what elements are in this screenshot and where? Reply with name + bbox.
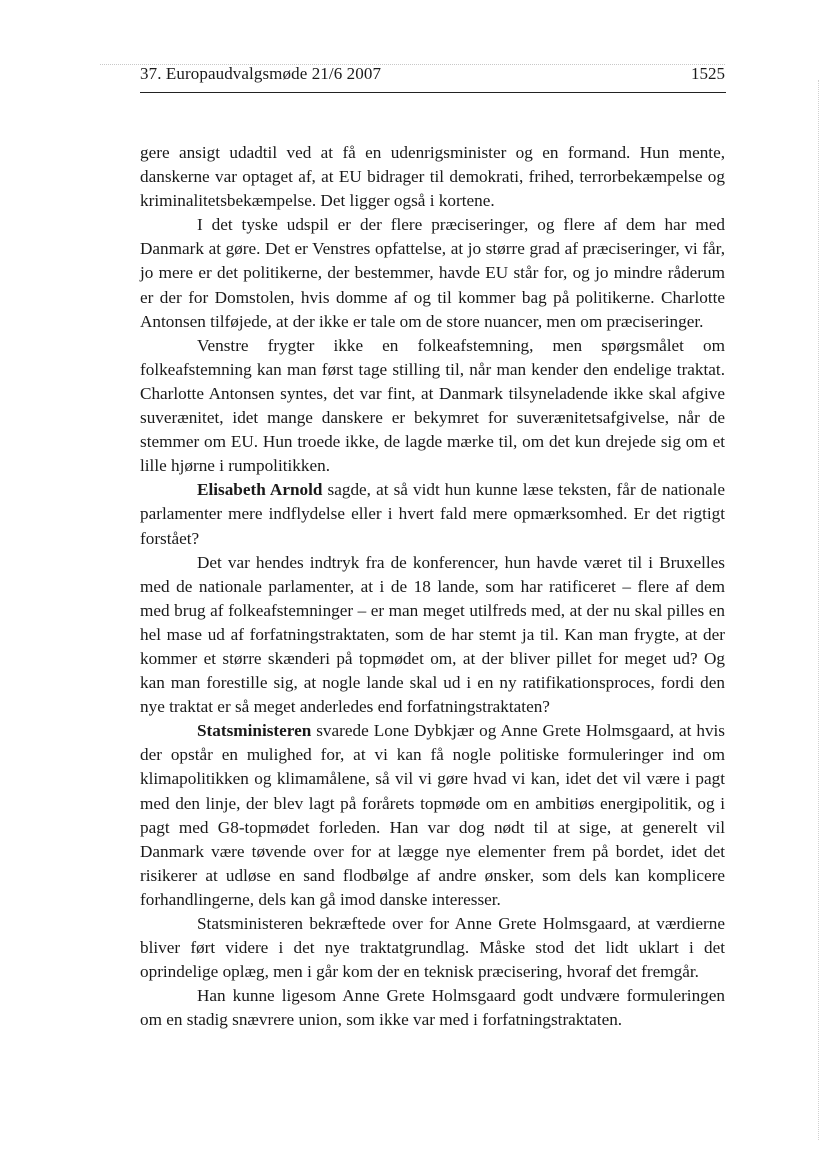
paragraph-continuation [140, 141, 725, 213]
page-number: 1525 [691, 64, 725, 83]
speaker-name: Statsministeren [197, 721, 312, 741]
body-text [140, 141, 725, 1032]
paragraph [140, 719, 725, 912]
speaker-name: Elisabeth Arnold [197, 480, 323, 500]
header-rule [140, 92, 726, 93]
paragraph-text: Han kunne ligesom Anne Grete Holmsgaard godt undvære formuleringen om en stadig snævrere union, som ikke var med i forfatningstraktaten. [140, 986, 725, 1030]
paragraph-text: sagde, at så vidt hun kunne læse teksten, får de nationale parlamenter mere indflydelse eller i hvert fald mere opmærksomhed. Er det rigtigt forstået? [140, 480, 725, 548]
paragraph-text: gere ansigt udadtil ved at få en udenrigsminister og en formand. Hun mente, danskerne var optaget af, at EU bidrager til demokrati, frihed, terrorbekæmpelse og kriminalitetsbekæmpelse. Det ligger også i kortene. [140, 143, 725, 211]
paragraph [140, 478, 725, 550]
paragraph-text: Det var hendes indtryk fra de konferencer, hun havde været til i Bruxelles med de nationale parlamenter, at i de 18 lande, som har ratificeret – flere af dem med brug af folkeafstemninger – er man meget utilfreds med, at der nu skal pilles en hel mase ud af forfatningstraktaten, som de har stemt ja til. Kan man frygte, at der kommer et større skænderi på topmødet om, at der bliver pillet for meget ud? Og kan man forestille sig, at nogle lande skal ud i en ny ratifikationsproces, fordi den nye traktat er så meget anderledes end forfatningstraktaten? [140, 552, 725, 717]
paragraph-text: I det tyske udspil er der flere præciseringer, og flere af dem har med Danmark at gøre. Det er Venstres opfattelse, at jo større grad af præciseringer, vi får, jo mere er det politikerne, der bestemmer, havde EU står for, og jo mindre råderum er der for Domstolen, hvis domme af og til kommer bag på politikerne. Charlotte Antonsen tilføjede, at der ikke er tale om de store nuancer, men om præciseringer. [140, 215, 725, 331]
scan-edge-right [818, 80, 820, 1140]
paragraph-text: svarede Lone Dybkjær og Anne Grete Holmsgaard, at hvis der opstår en mulighed for, at vi kan få nogle politiske formuleringer ind om klimapolitikken og klimamålene, så vil vi gøre hvad vi kan, idet det vil være i pagt med den linje, der blev lagt på forårets topmøde om en ambitiøs energipolitik, og i pagt med G8-topmødet forleden. Han var dog nødt til at sige, at generelt vil Danmark være tøvende over for at lægge nye elementer frem på bordet, idet det risikerer at udløse en sand flodbølge af andre ønsker, som dels kan komplicere forhandlingerne, dels kan gå imod danske interesser. [140, 721, 725, 909]
paragraph [140, 213, 725, 333]
paragraph [140, 912, 725, 984]
paragraph [140, 334, 725, 479]
running-title: 37. Europaudvalgsmøde 21/6 2007 [140, 64, 382, 83]
page-header [140, 62, 725, 92]
paragraph-text: Venstre frygter ikke en folkeafstemning, men spørgsmålet om folkeafstemning kan man først tage stilling til, når man kender den endelige traktat. Charlotte Antonsen syntes, det var fint, at Danmark tilsyneladende ikke skal afgive suverænitet, idet mange danskere er bekymret for suverænitetsafgivelse, når de stemmer om EU. Hun troede ikke, de lagde mærke til, om det kun drejede sig om et lille hjørne i rumpolitikken. [140, 335, 725, 476]
paragraph-text: Statsministeren bekræftede over for Anne Grete Holmsgaard, at værdierne bliver ført videre i det nye traktatgrundlag. Måske stod det lidt uklart i det oprindelige oplæg, men i går kom der en teknisk præcisering, hvoraf det fremgår. [140, 914, 725, 982]
paragraph [140, 984, 725, 1032]
paragraph [140, 551, 725, 720]
